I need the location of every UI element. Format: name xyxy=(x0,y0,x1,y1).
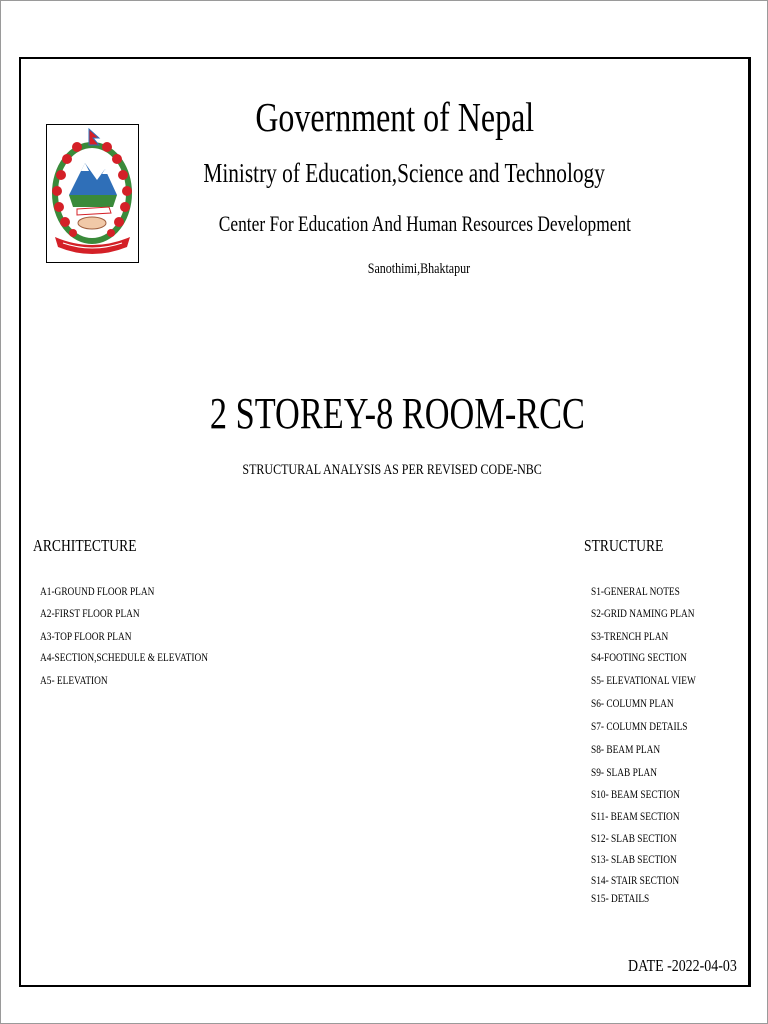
ministry-title: Ministry of Education,Science and Technology xyxy=(203,158,605,188)
location-text: Sanothimi,Bhaktapur xyxy=(367,261,471,277)
nepal-emblem-logo xyxy=(46,124,139,263)
center-title: Center For Education And Human Resources Development xyxy=(218,211,632,236)
list-item: S9- SLAB PLAN xyxy=(591,765,658,779)
list-item: S10- BEAM SECTION xyxy=(591,787,680,801)
list-item: A4-SECTION,SCHEDULE & ELEVATION xyxy=(40,650,209,664)
government-title: Government of Nepal xyxy=(255,94,535,140)
list-item: S6- COLUMN PLAN xyxy=(591,696,674,710)
list-item: S2-GRID NAMING PLAN xyxy=(591,606,695,620)
list-item: A3-TOP FLOOR PLAN xyxy=(40,629,132,643)
list-item: S8- BEAM PLAN xyxy=(591,742,661,756)
architecture-heading: ARCHITECTURE xyxy=(33,536,137,555)
project-title: 2 STOREY-8 ROOM-RCC xyxy=(209,389,585,438)
list-item: S3-TRENCH PLAN xyxy=(591,629,669,643)
list-item: A2-FIRST FLOOR PLAN xyxy=(40,606,140,620)
project-subtitle: STRUCTURAL ANALYSIS AS PER REVISED CODE-NBC xyxy=(242,462,542,478)
list-item: S5- ELEVATIONAL VIEW xyxy=(591,673,696,687)
structure-heading: STRUCTURE xyxy=(584,536,664,555)
list-item: S11- BEAM SECTION xyxy=(591,809,680,823)
list-item: S1-GENERAL NOTES xyxy=(591,584,680,598)
list-item: S15- DETAILS xyxy=(591,891,650,905)
date-text: DATE -2022-04-03 xyxy=(628,956,737,975)
list-item: A5- ELEVATION xyxy=(40,673,108,687)
list-item: S4-FOOTING SECTION xyxy=(591,650,687,664)
list-item: S14- STAIR SECTION xyxy=(591,873,680,887)
list-item: A1-GROUND FLOOR PLAN xyxy=(40,584,155,598)
list-item: S13- SLAB SECTION xyxy=(591,852,677,866)
list-item: S12- SLAB SECTION xyxy=(591,831,677,845)
list-item: S7- COLUMN DETAILS xyxy=(591,719,688,733)
